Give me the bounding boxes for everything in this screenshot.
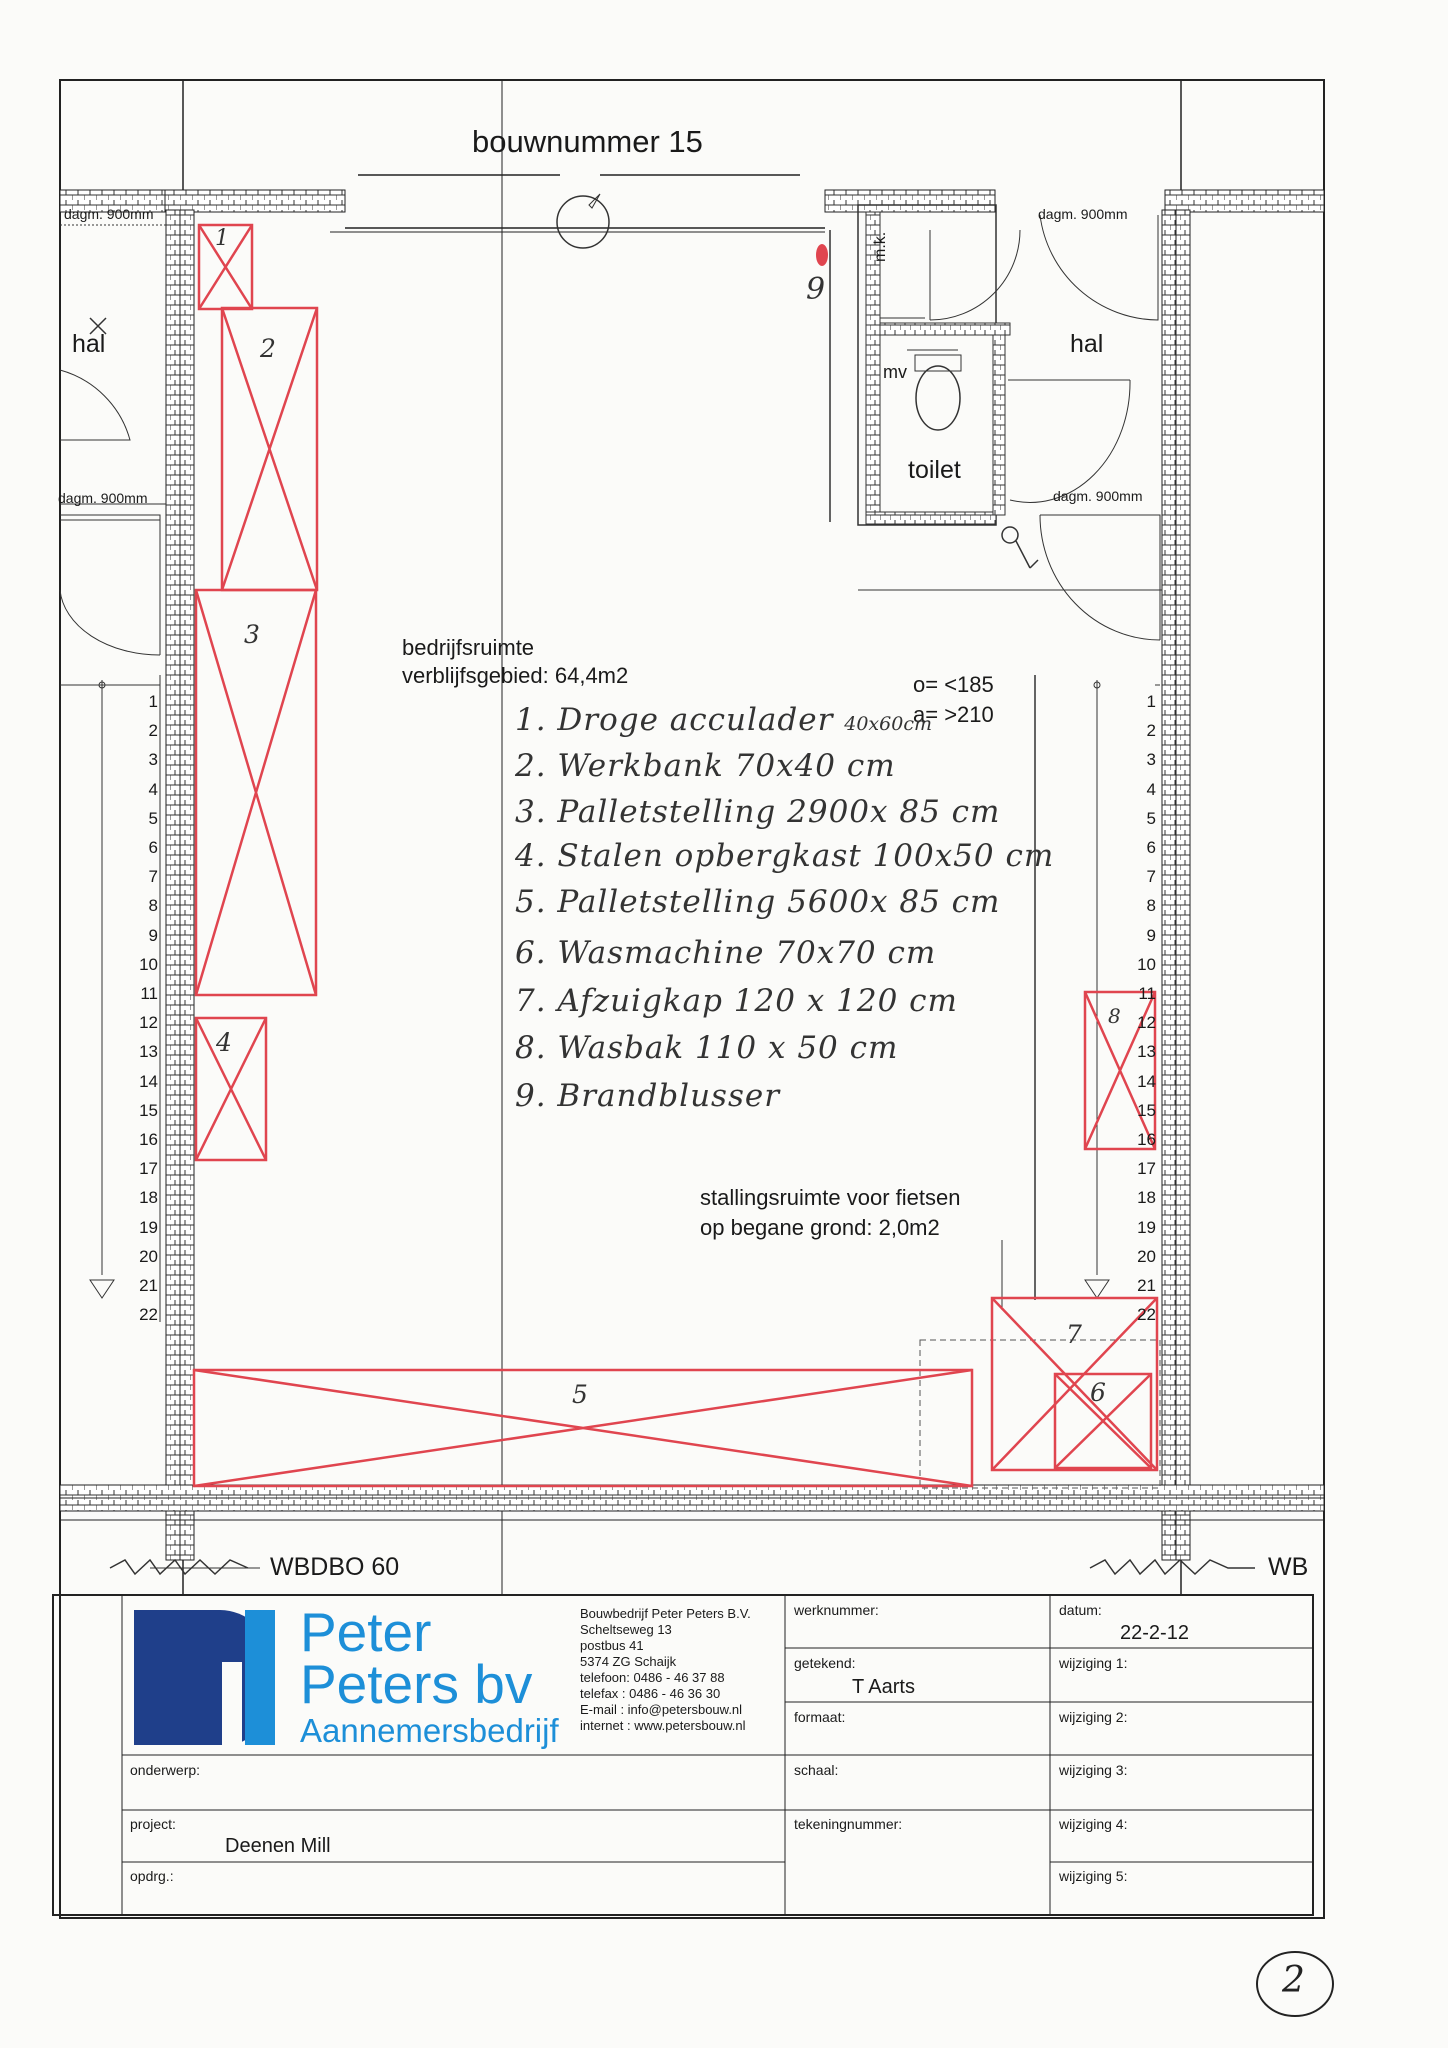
legend-item-5: 5. Palletstelling 5600x 85 cm: [515, 884, 1001, 920]
stairs-right-step-8: 8: [1146, 896, 1156, 916]
tb-project-value: Deenen Mill: [225, 1835, 331, 1857]
stairs-right-step-19: 19: [1137, 1217, 1156, 1237]
area-label-line2: verblijfsgebied: 64,4m2: [402, 663, 629, 688]
stairs-left-step-8: 8: [148, 896, 158, 916]
stairs-left-step-3: 3: [148, 750, 158, 770]
address-line: telefoon: 0486 - 46 37 88: [580, 1670, 725, 1685]
stairs-left-step-21: 21: [139, 1276, 158, 1295]
marker-8: 8: [1108, 1004, 1121, 1028]
fire-rating-right: WB: [1268, 1553, 1309, 1581]
extinguisher-mark: [816, 244, 828, 266]
bike-area-line2: op begane grond: 2,0m2: [700, 1215, 940, 1240]
stairs-right-step-13: 13: [1137, 1042, 1156, 1062]
room-label-hal-left: hal: [72, 330, 106, 358]
stairs-right-step-4: 4: [1146, 779, 1156, 799]
room-label-mv: mv: [883, 362, 907, 382]
stairs-right-step-20: 20: [1137, 1246, 1156, 1266]
legend-item-7: 7. Afzuigkap 120 x 120 cm: [515, 983, 958, 1019]
tb-onderwerp-label: onderwerp:: [130, 1762, 201, 1778]
room-label-hal-right: hal: [1070, 330, 1104, 358]
stairs-left-step-22: 22: [139, 1305, 158, 1325]
tb-formaat-label: formaat:: [794, 1709, 846, 1725]
marker-6: 6: [1090, 1378, 1106, 1407]
stairs-left-step-20: 20: [139, 1246, 158, 1266]
tb-wijziging-4: wijziging 4:: [1059, 1816, 1128, 1832]
tb-datum-label: datum:: [1059, 1602, 1102, 1618]
address-line: E-mail : info@petersbouw.nl: [580, 1702, 743, 1717]
tb-werknummer-label: werknummer:: [794, 1602, 879, 1618]
marker-7: 7: [1066, 1320, 1082, 1349]
stairs-left-step-4: 4: [148, 779, 158, 799]
room-label-mk: m.k.: [872, 231, 889, 262]
logo-line1: Peter: [300, 1601, 432, 1663]
tb-wijziging-5: wijziging 5:: [1059, 1868, 1128, 1884]
stairs-left-step-15: 15: [139, 1100, 158, 1120]
stairs-right-step-15: 15: [1137, 1100, 1156, 1120]
tb-wijziging-2: wijziging 2:: [1059, 1709, 1128, 1725]
legend-item-9: 9. Brandblusser: [515, 1078, 781, 1114]
legend-item-3: 3. Palletstelling 2900x 85 cm: [515, 794, 1001, 830]
door-label-top-left: dagm. 900mm: [64, 206, 154, 222]
tb-opdrg-label: opdrg.:: [130, 1868, 174, 1884]
stairs-right-step-16: 16: [1137, 1130, 1156, 1149]
tb-wijziging-1: wijziging 1:: [1059, 1655, 1128, 1671]
stairs-left-step-17: 17: [139, 1159, 158, 1179]
stairs-right-step-22: 22: [1137, 1305, 1156, 1325]
fire-rating-left: WBDBO 60: [270, 1553, 400, 1581]
door-label-top-right: dagm. 900mm: [1038, 206, 1128, 222]
address-line: postbus 41: [580, 1638, 644, 1653]
legend-item-6: 6. Wasmachine 70x70 cm: [515, 935, 937, 971]
stairs-left-step-6: 6: [148, 838, 158, 857]
marker-2: 2: [260, 334, 276, 363]
tb-getekend-value: T Aarts: [852, 1676, 915, 1698]
tb-wijziging-3: wijziging 3:: [1059, 1762, 1128, 1778]
stairs-left-step-12: 12: [139, 1013, 158, 1033]
stairs-right-step-12: 12: [1137, 1013, 1156, 1033]
page-title: bouwnummer 15: [472, 124, 703, 159]
marker-3: 3: [244, 620, 260, 649]
marker-4: 4: [216, 1028, 232, 1057]
stairs-right-step-2: 2: [1146, 721, 1156, 741]
legend-item-2: 2. Werkbank 70x40 cm: [515, 748, 896, 784]
stairs-right-step-14: 14: [1137, 1071, 1156, 1091]
height-low-label: o= <185: [913, 672, 994, 697]
height-high-label: a= >210: [913, 702, 994, 727]
tb-datum-value: 22-2-12: [1120, 1622, 1189, 1644]
marker-9: 9: [806, 272, 826, 307]
stairs-right-step-17: 17: [1137, 1159, 1156, 1179]
logo-line2: Peters bv: [300, 1653, 533, 1715]
stairs-left-step-5: 5: [148, 808, 158, 828]
tb-getekend-label: getekend:: [794, 1655, 856, 1671]
stairs-right-step-3: 3: [1146, 750, 1156, 770]
area-label-line1: bedrijfsruimte: [402, 635, 535, 660]
stairs-left-step-10: 10: [139, 954, 158, 974]
stairs-right-step-6: 6: [1146, 838, 1156, 857]
legend-item-4: 4. Stalen opbergkast 100x50 cm: [515, 838, 1055, 874]
stairs-right-step-1: 1: [1146, 692, 1156, 711]
stairs-right-step-21: 21: [1137, 1276, 1156, 1295]
room-label-toilet: toilet: [908, 456, 961, 484]
stairs-left-step-13: 13: [139, 1042, 158, 1062]
page-number: 2: [1282, 1960, 1305, 2001]
stairs-right-step-9: 9: [1146, 925, 1156, 945]
stairs-left-step-9: 9: [148, 925, 158, 945]
stairs-left-step-16: 16: [139, 1130, 158, 1149]
address-line: Bouwbedrijf Peter Peters B.V.: [580, 1606, 751, 1621]
bike-area-line1: stallingsruimte voor fietsen: [700, 1185, 961, 1210]
tb-tekeningnummer-label: tekeningnummer:: [794, 1816, 903, 1832]
marker-1: 1: [215, 226, 229, 251]
address-line: internet : www.petersbouw.nl: [580, 1718, 746, 1733]
stairs-left-step-14: 14: [139, 1071, 158, 1091]
tb-schaal-label: schaal:: [794, 1762, 839, 1778]
stairs-right-step-7: 7: [1146, 867, 1156, 887]
stairs-right-step-10: 10: [1137, 954, 1156, 974]
stairs-left-step-11: 11: [140, 984, 158, 1003]
address-line: telefax : 0486 - 46 36 30: [580, 1686, 721, 1701]
rotation-symbol: [557, 196, 609, 248]
address-line: 5374 ZG Schaijk: [580, 1654, 677, 1669]
toilet-bowl: [916, 366, 960, 430]
company-address: [580, 1606, 751, 1734]
stairs-left-step-2: 2: [148, 721, 158, 741]
marker-5: 5: [572, 1380, 588, 1409]
stairs-right-step-5: 5: [1146, 808, 1156, 828]
tb-project-label: project:: [130, 1816, 176, 1832]
legend-item-1: 1. Droge acculader 40x60cm: [515, 702, 932, 738]
stairs-right-step-11: 11: [1138, 984, 1156, 1003]
company-logo-mark: [134, 1610, 275, 1745]
logo-line3: Aannemersbedrijf: [300, 1712, 559, 1749]
door-label-mid-left: dagm. 900mm: [58, 490, 148, 506]
stairs-left-step-19: 19: [139, 1217, 158, 1237]
stairs-left-step-18: 18: [139, 1188, 158, 1208]
stairs-left-step-7: 7: [148, 867, 158, 887]
stairs-right-step-18: 18: [1137, 1188, 1156, 1208]
address-line: Scheltseweg 13: [580, 1622, 672, 1637]
stairs-left-step-1: 1: [148, 692, 158, 711]
door-label-mid-right: dagm. 900mm: [1053, 488, 1143, 504]
legend-item-8: 8. Wasbak 110 x 50 cm: [515, 1030, 899, 1066]
